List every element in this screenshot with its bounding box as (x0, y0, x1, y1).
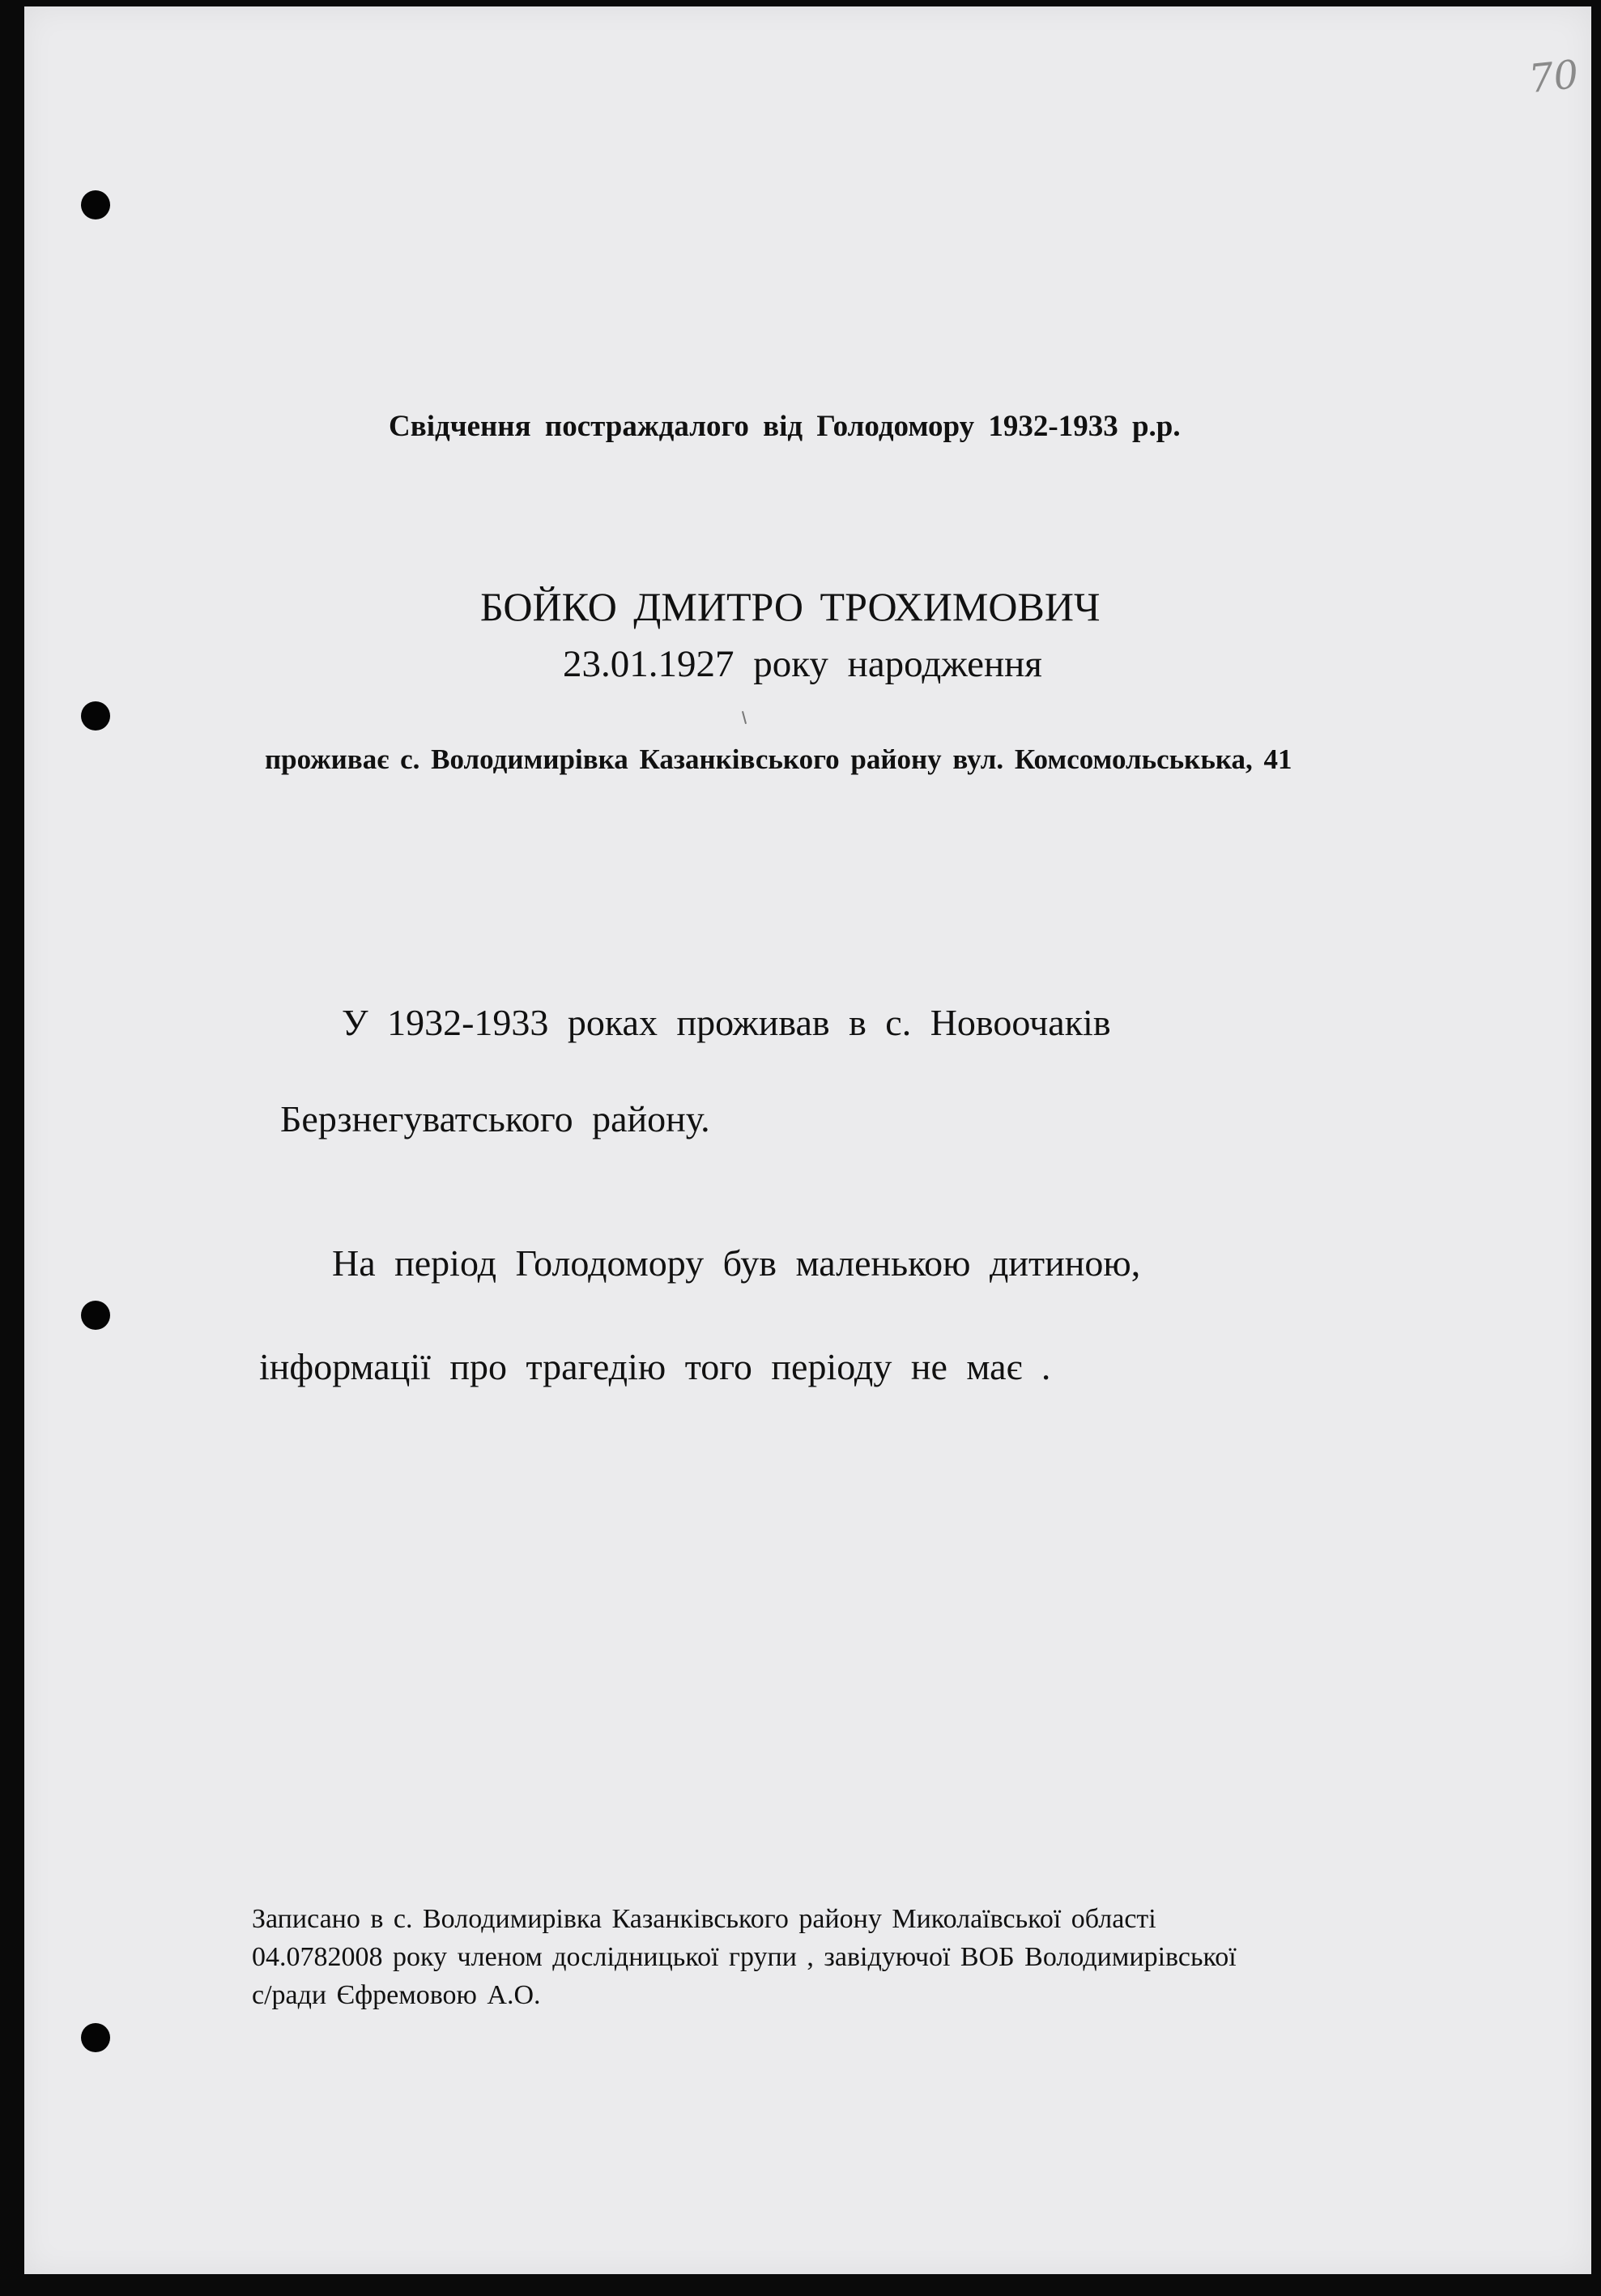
punch-hole (81, 190, 110, 219)
punch-hole (81, 701, 110, 731)
handwritten-page-number: 70 (1526, 51, 1581, 103)
paragraph-1-line-1: У 1932-1933 роках проживав в с. Новоочаків (342, 1002, 1111, 1043)
stray-mark (742, 711, 747, 724)
recording-note-line-3: с/ради Єфремовою А.О. (252, 1980, 541, 2010)
document-title: Свідчення постраждалого від Голодомору 1932-1933 р.р. (389, 410, 1181, 443)
punch-hole (81, 1301, 110, 1330)
paper-sheet (24, 6, 1591, 2274)
paragraph-2-line-2: інформації про трагедію того періоду не має . (259, 1346, 1051, 1387)
punch-hole (81, 2023, 110, 2052)
paragraph-2-line-1: На період Голодомору був маленькою дитиною, (332, 1242, 1141, 1284)
recording-note-line-2: 04.0782008 року членом дослідницької групи , завідуючої ВОБ Володимирівської (252, 1942, 1237, 1972)
birth-date-line: 23.01.1927 року народження (563, 643, 1042, 685)
person-name: БОЙКО ДМИТРО ТРОХИМОВИЧ (480, 584, 1101, 629)
recording-note-line-1: Записано в с. Володимирівка Казанківського району Миколаївської області (252, 1904, 1156, 1934)
address-line: проживає с. Володимирівка Казанківського району вул. Комсомольськька, 41 (265, 743, 1292, 775)
paragraph-1-line-2: Берзнегуватського району. (280, 1098, 710, 1139)
